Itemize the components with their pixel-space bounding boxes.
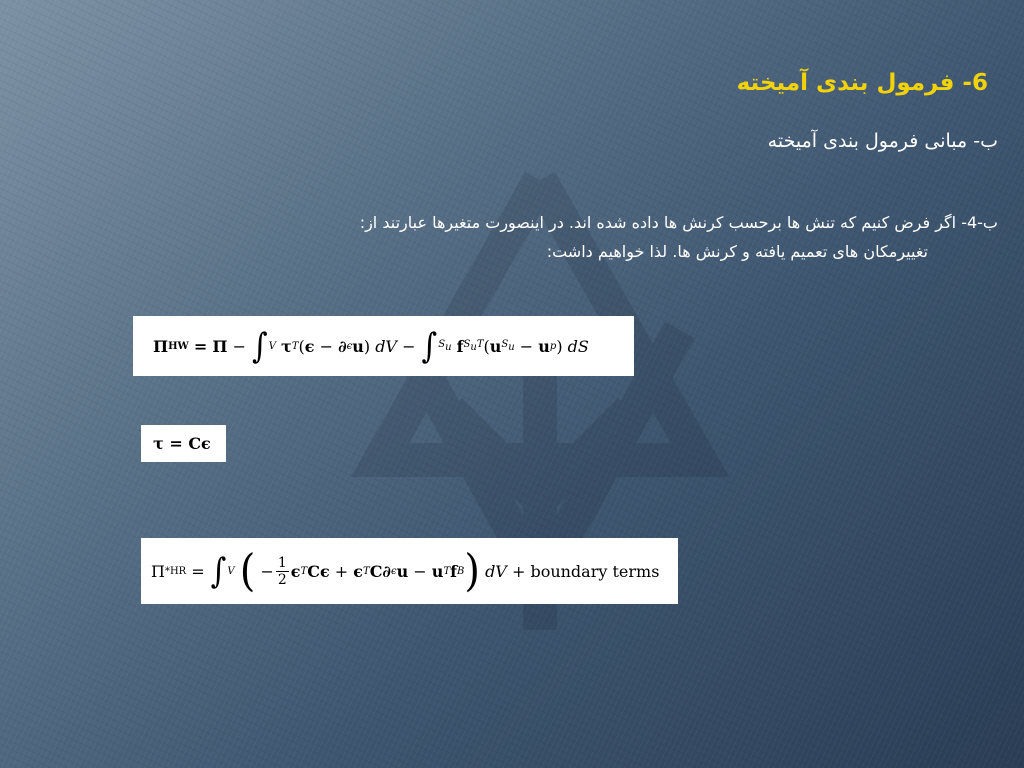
boundary-terms-text: + boundary terms [511, 561, 660, 581]
equation-hellinger-reissner-hw: Π HW = Π − ∫ V τ T ( ϵ − ∂ ϵ u ) dV − ∫ $S_u$ f $S_uT$ ( u $S_u$ − u p ) dS [133, 316, 634, 376]
equation-stress-strain: τ = Cϵ [141, 425, 226, 462]
equation-hellinger-reissner-hr: Π * HR = ∫ V ( − $\frac{1}{2}$ ϵ T Cϵ + ϵ T C∂ ϵ u − u T f B ) dV + boundary terms [141, 538, 678, 604]
body-paragraph [360, 208, 998, 266]
paragraph-line-1: ب-4- اگر فرض کنیم که تنش ها برحسب کرنش ها داده شده اند. در اینصورت متغیرها عبارتند از: [359, 213, 998, 232]
paragraph-line-2: تغییرمکان های تعمیم یافته و کرنش ها. لذا خواهیم داشت: [546, 242, 928, 261]
slide-subtitle: ب- مبانی فرمول بندی آمیخته [767, 130, 998, 152]
slide-title: 6- فرمول بندی آمیخته [736, 70, 988, 96]
